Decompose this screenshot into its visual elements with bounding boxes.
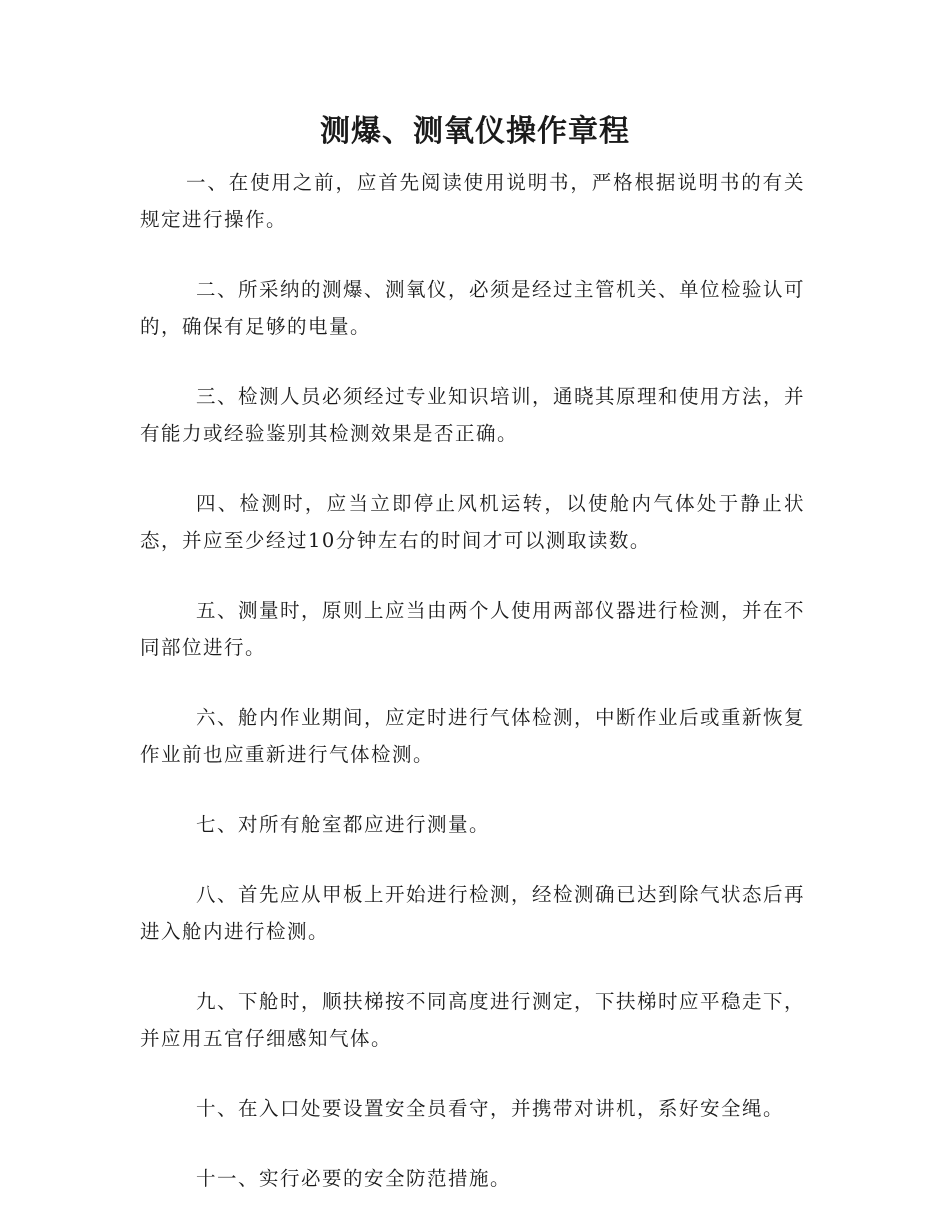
document-title: 测爆、测氧仪操作章程 (320, 114, 630, 149)
paragraph-3: 三、检测人员必须经过专业知识培训，通晓其原理和使用方法，并有能力或经验鉴别其检测效果是否正确。 (140, 385, 806, 445)
document-body (140, 164, 805, 1230)
paragraph-11: 十一、实行必要的安全防范措施。 (196, 1167, 512, 1190)
paragraph-6: 六、舱内作业期间，应定时进行气体检测，中断作业后或重新恢复作业前也应重新进行气体检测。 (140, 706, 806, 766)
paragraph-10: 十、在入口处要设置安全员看守，并携带对讲机，系好安全绳。 (196, 1097, 785, 1120)
paragraph-2: 二、所采纳的测爆、测氧仪，必须是经过主管机关、单位检验认可的，确保有足够的电量。 (140, 278, 806, 338)
paragraph-1: 一、在使用之前，应首先阅读使用说明书，严格根据说明书的有关规定进行操作。 (140, 171, 805, 231)
paragraph-8: 八、首先应从甲板上开始进行检测，经检测确已达到除气状态后再进入舱内进行检测。 (140, 883, 806, 943)
paragraph-4: 四、检测时，应当立即停止风机运转，以使舱内气体处于静止状态，并应至少经过10分钟左右的时间才可以测取读数。 (140, 492, 805, 552)
paragraph-7: 七、对所有舱室都应进行测量。 (196, 813, 491, 836)
paragraph-9: 九、下舱时，顺扶梯按不同高度进行测定，下扶梯时应平稳走下，并应用五官仔细感知气体。 (140, 990, 806, 1050)
paragraph-5: 五、测量时，原则上应当由两个人使用两部仪器进行检测，并在不同部位进行。 (140, 599, 806, 659)
